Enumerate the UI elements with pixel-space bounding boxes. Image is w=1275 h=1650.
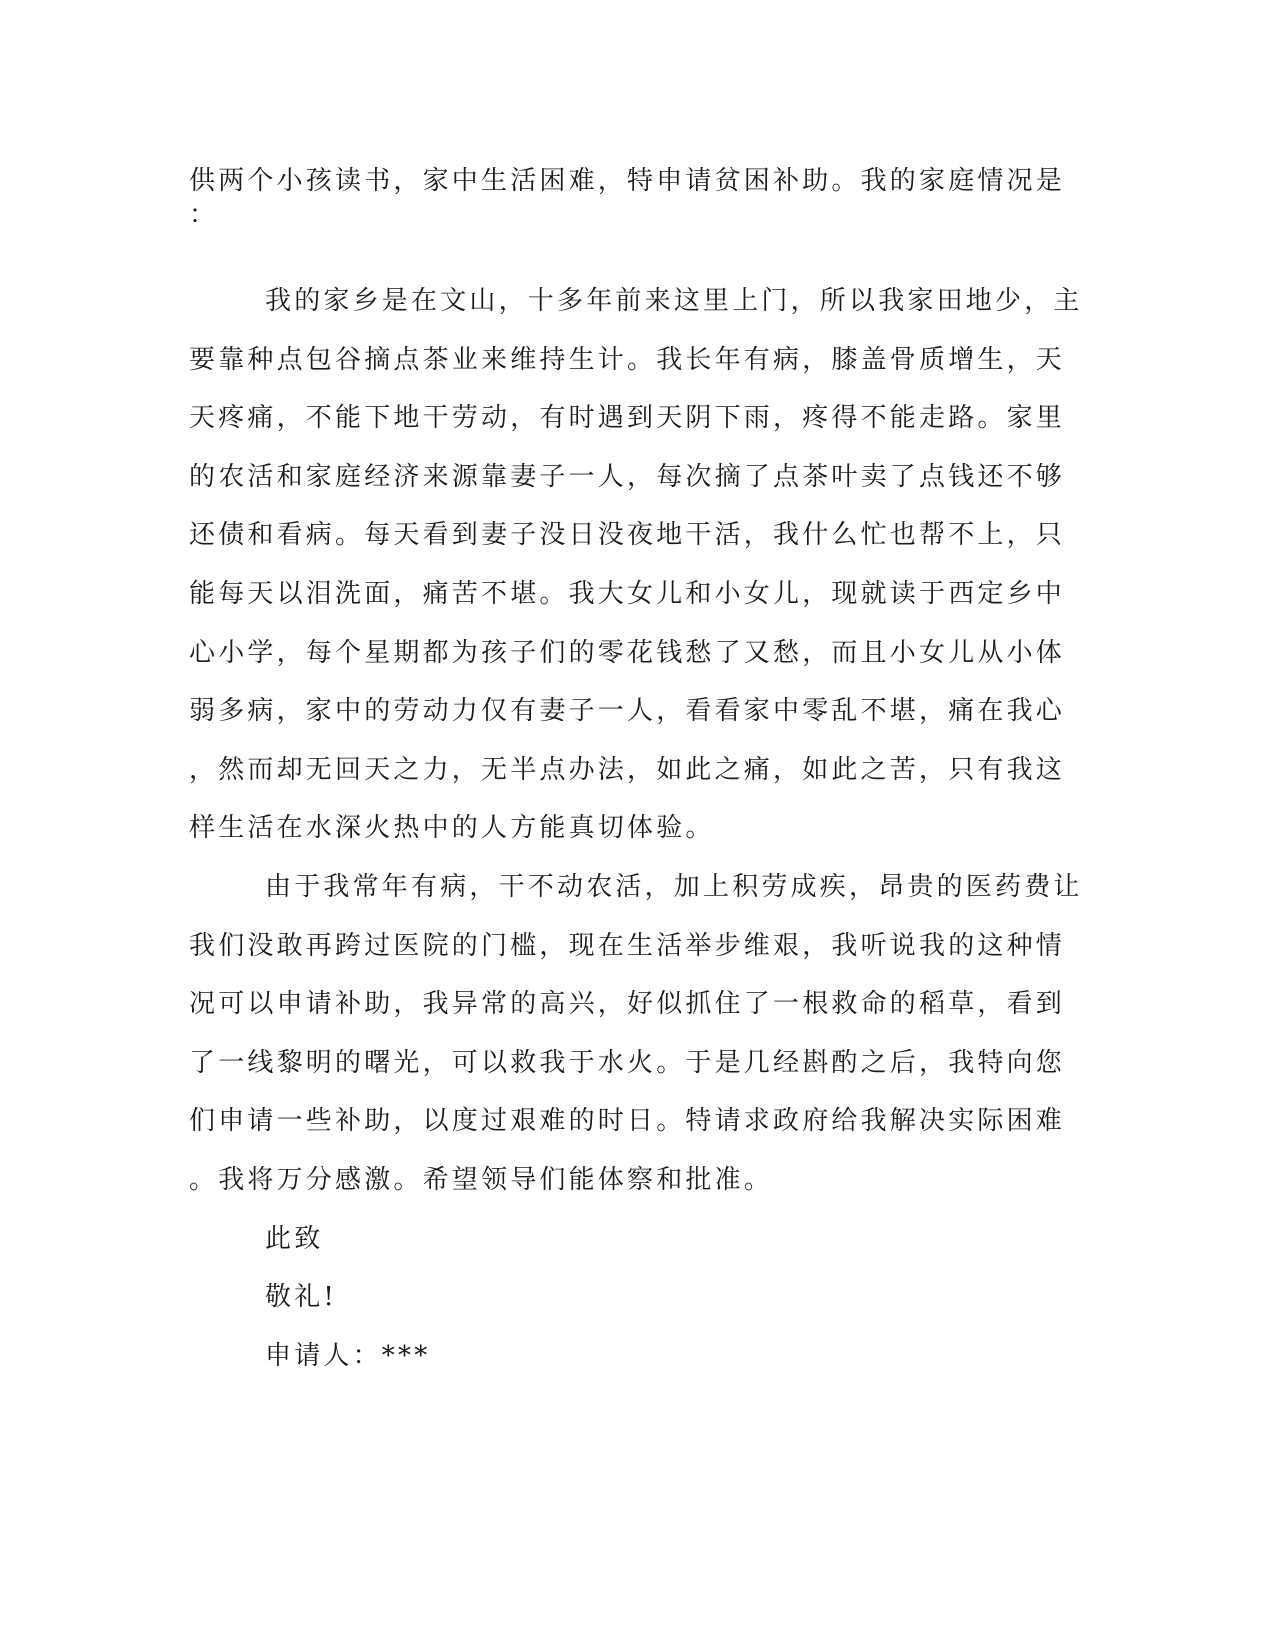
text-line: 我们没敢再跨过医院的门槛，现在生活举步维艰，我听说我的这种情: [189, 931, 1066, 961]
text-line: 们申请一些补助，以度过艰难的时日。特请求政府给我解决实际困难: [189, 1106, 1066, 1136]
text-line: 天疼痛，不能下地干劳动，有时遇到天阴下雨，疼得不能走路。家里: [189, 403, 1066, 433]
text-line: 样生活在水深火热中的人方能真切体验。: [189, 813, 715, 843]
closing-regards: 敬礼!: [265, 1282, 338, 1312]
text-line: 了一线黎明的曙光，可以救我于水火。于是几经斟酌之后，我特向您: [189, 1048, 1066, 1078]
text-line: 。我将万分感激。希望领导们能体察和批准。: [189, 1165, 774, 1195]
text-line: 供两个小孩读书，家中生活困难，特申请贫困补助。我的家庭情况是: [189, 166, 1066, 196]
text-line: 能每天以泪洗面，痛苦不堪。我大女儿和小女儿，现就读于西定乡中: [189, 579, 1066, 609]
text-line: 况可以申请补助，我异常的高兴，好似抓住了一根救命的稻草，看到: [189, 989, 1066, 1019]
text-line: 的农活和家庭经济来源靠妻子一人，每次摘了点茶叶卖了点钱还不够: [189, 462, 1066, 492]
applicant-signature: 申请人：***: [265, 1341, 431, 1371]
text-line: 弱多病，家中的劳动力仅有妻子一人，看看家中零乱不堪，痛在我心: [189, 696, 1066, 726]
text-line: ，然而却无回天之力，无半点办法，如此之痛，如此之苦，只有我这: [189, 755, 1066, 785]
text-line: ：: [189, 200, 219, 230]
text-line: 我的家乡是在文山，十多年前来这里上门，所以我家田地少，主: [265, 286, 1083, 316]
text-line: 要靠种点包谷摘点茶业来维持生计。我长年有病，膝盖骨质增生，天: [189, 345, 1066, 375]
closing-salutation: 此致: [265, 1224, 324, 1254]
text-line: 由于我常年有病，干不动农活，加上积劳成疾，昂贵的医药费让: [265, 872, 1083, 902]
text-line: 心小学，每个星期都为孩子们的零花钱愁了又愁，而且小女儿从小体: [189, 638, 1066, 668]
text-line: 还债和看病。每天看到妻子没日没夜地干活，我什么忙也帮不上，只: [189, 520, 1066, 550]
